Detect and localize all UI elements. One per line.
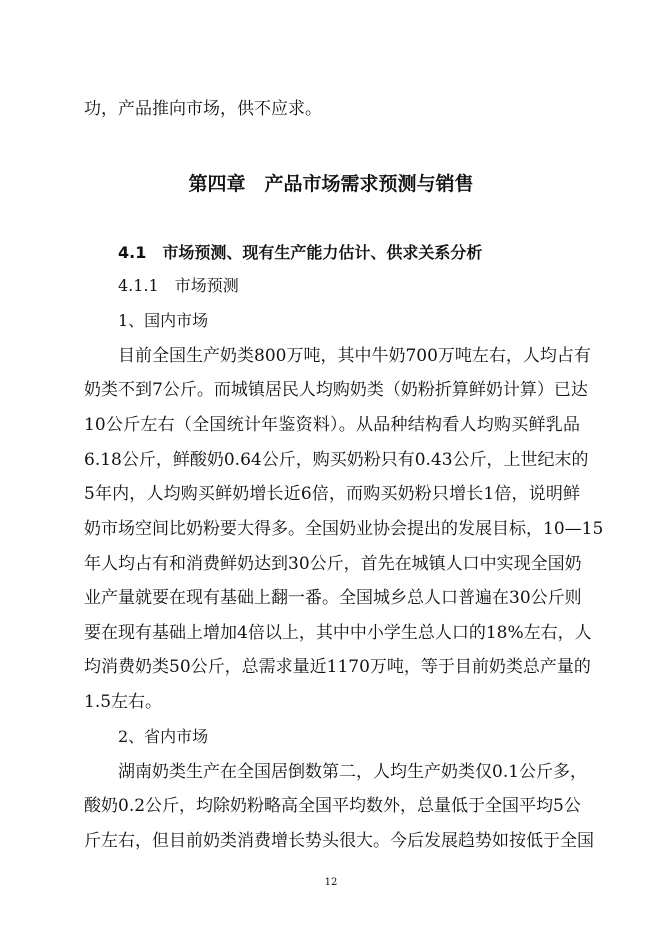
chapter-title: 第四章 产品市场需求预测与销售 — [188, 173, 474, 195]
provincial-market-heading: 2、省内市场 — [118, 727, 209, 746]
paragraph-line: 奶类不到7公斤。而城镇居民人均购奶类（奶粉折算鲜奶计算）已达 — [84, 380, 588, 400]
section-title: 4.1 市场预测、现有生产能力估计、供求关系分析 — [118, 243, 483, 262]
paragraph-line: 目前全国生产奶类800万吨，其中牛奶700万吨左右，人均占有 — [118, 346, 591, 366]
paragraph-line: 年人均占有和消费鲜奶达到30公斤，首先在城镇人口中实现全国奶 — [84, 554, 582, 574]
paragraph-line: 1.5左右。 — [84, 692, 163, 712]
paragraph-line: 要在现有基础上增加4倍以上，其中中小学生总人口的18%左右，人 — [84, 623, 592, 643]
paragraph-line: 酸奶0.2公斤，均除奶粉略高全国平均数外，总量低于全国平均5公 — [84, 796, 581, 816]
paragraph-line: 均消费奶类50公斤，总需求量近1170万吨，等于目前奶类总产量的 — [84, 657, 591, 677]
subsection-title: 4.1.1 市场预测 — [118, 276, 239, 295]
paragraph-line: 斤左右，但目前奶类消费增长势头很大。今后发展趋势如按低于全国 — [84, 831, 594, 851]
paragraph-line: 业产量就要在现有基础上翻一番。全国城乡总人口普遍在30公斤则 — [84, 588, 582, 608]
paragraph-line: 奶市场空间比奶粉要大得多。全国奶业协会提出的发展目标，10—15 — [84, 519, 604, 539]
page-number: 12 — [324, 877, 338, 888]
paragraph-line: 10公斤左右（全国统计年鉴资料）。从品种结构看人均购买鲜乳品 — [84, 415, 580, 435]
carryover-line: 功，产品推向市场，供不应求。 — [84, 99, 322, 119]
paragraph-line: 6.18公斤，鲜酸奶0.64公斤，购买奶粉只有0.43公斤，上世纪末的 — [84, 450, 589, 470]
domestic-market-heading: 1、国内市场 — [118, 311, 209, 330]
paragraph-line: 5年内，人均购买鲜奶增长近6倍，而购买奶粉只增长1倍，说明鲜 — [84, 484, 580, 504]
paragraph-line: 湖南奶类生产在全国居倒数第二，人均生产奶类仅0.1公斤多， — [118, 762, 588, 782]
